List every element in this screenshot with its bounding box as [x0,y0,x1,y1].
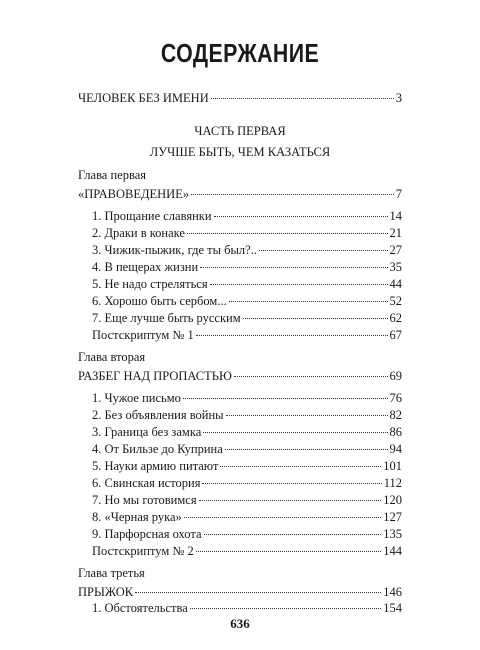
toc-entry-page: 144 [383,544,402,558]
toc-section [92,509,402,525]
toc-entry-label: 6. Хорошо быть сербом... [92,294,227,308]
toc-entry-label: «ПРАВОВЕДЕНИЕ» [78,187,190,201]
toc-section [92,259,402,275]
dot-leader [190,607,382,609]
dot-leader [220,465,381,467]
toc-entry-page: 3 [395,91,402,105]
dot-leader [203,431,387,433]
toc-entry-page: 94 [389,442,402,456]
toc-section [92,543,402,559]
toc-entry-page: 146 [383,585,402,599]
toc-entry-label: 2. Без объявления войны [92,408,224,422]
toc-entry-page: 112 [383,476,402,490]
toc-entry-label: 5. Не надо стреляться [92,277,208,291]
dot-leader [187,232,388,234]
toc-entry-page: 7 [395,187,402,201]
toc-section [92,276,402,292]
page-number: 636 [230,616,250,631]
toc-section [92,492,402,508]
toc-section [92,310,402,326]
part-heading: ЧАСТЬ ПЕРВАЯ [194,124,286,138]
dot-leader [202,482,381,484]
toc-entry-label: 4. В пещерах жизни [92,260,199,274]
toc-entry-page: 35 [389,260,402,274]
toc-entry-page: 27 [389,243,402,257]
toc-entry-label: 9. Парфорсная охота [92,527,202,541]
dot-leader [225,448,388,450]
toc-section [92,475,402,491]
dot-leader [204,533,382,535]
toc-entry-label: ПРЫЖОК [78,585,134,599]
toc-entry-label: ЧЕЛОВЕК БЕЗ ИМЕНИ [78,91,209,105]
toc-entry-label: 6. Свинская история [92,476,201,490]
toc-section [92,424,402,440]
toc-section [92,441,402,457]
toc-entry-label: 1. Обстоятельства [92,601,188,615]
toc-entry-page: 154 [383,601,402,615]
toc-section [92,390,402,406]
toc-section [92,242,402,258]
toc-entry-page: 52 [389,294,402,308]
dot-leader [243,317,388,319]
toc-entry-page: 101 [383,459,402,473]
toc-chapter-title [78,584,402,600]
toc-chapter-title [78,186,402,202]
toc-entry-page: 62 [389,311,402,325]
chapter-label: Глава первая [78,168,147,182]
toc-entry-label: 3. Чижик-пыжик, где ты был?.. [92,243,257,257]
dot-leader [196,334,388,336]
dot-leader [211,97,394,99]
dot-leader [196,550,382,552]
toc-chapter-title [78,368,402,384]
dot-leader [259,249,388,251]
toc-section [92,600,402,616]
toc-entry-page: 120 [383,493,402,507]
toc-section [92,208,402,224]
toc-entry-label: Постскриптум № 2 [92,544,194,558]
chapter-label: Глава третья [78,566,145,580]
toc-entry-label: Постскриптум № 1 [92,328,194,342]
dot-leader [200,266,387,268]
toc-entry-label: 1. Прощание славянки [92,209,212,223]
toc-entry-label: 8. «Черная рука» [92,510,182,524]
dot-leader [229,300,388,302]
dot-leader [184,516,381,518]
toc-entry-intro [78,90,402,106]
toc-section [92,526,402,542]
toc-entry-label: 3. Граница без замка [92,425,202,439]
toc-entry-page: 14 [389,209,402,223]
toc-entry-page: 44 [389,277,402,291]
toc-entry-label: РАЗБЕГ НАД ПРОПАСТЬЮ [78,369,232,383]
toc-section [92,407,402,423]
dot-leader [199,499,382,501]
toc-entry-label: 5. Науки армию питают [92,459,219,473]
toc-entry-label: 1. Чужое письмо [92,391,181,405]
dot-leader [183,397,388,399]
dot-leader [135,591,381,593]
part-subtitle: ЛУЧШЕ БЫТЬ, ЧЕМ КАЗАТЬСЯ [149,145,331,159]
dot-leader [214,215,388,217]
toc-section [92,458,402,474]
toc-section [92,327,402,343]
toc-entry-page: 21 [389,226,402,240]
dot-leader [234,375,388,377]
toc-entry-label: 4. От Бильзе до Куприна [92,442,223,456]
dot-leader [226,414,388,416]
toc-entry-page: 127 [383,510,402,524]
toc-entry-label: 7. Еще лучше быть русским [92,311,241,325]
dot-leader [210,283,388,285]
chapter-label: Глава вторая [78,350,146,364]
toc-entry-label: 7. Но мы готовимся [92,493,197,507]
toc-section [92,293,402,309]
toc-entry-label: 2. Драки в конаке [92,226,185,240]
toc-entry-page: 86 [389,425,402,439]
page-title: СОДЕРЖАНИЕ [160,38,320,68]
toc-entry-page: 69 [389,369,402,383]
toc-section [92,225,402,241]
toc-entry-page: 67 [389,328,402,342]
toc-entry-page: 135 [383,527,402,541]
dot-leader [191,193,394,195]
toc-entry-page: 76 [389,391,402,405]
toc-entry-page: 82 [389,408,402,422]
